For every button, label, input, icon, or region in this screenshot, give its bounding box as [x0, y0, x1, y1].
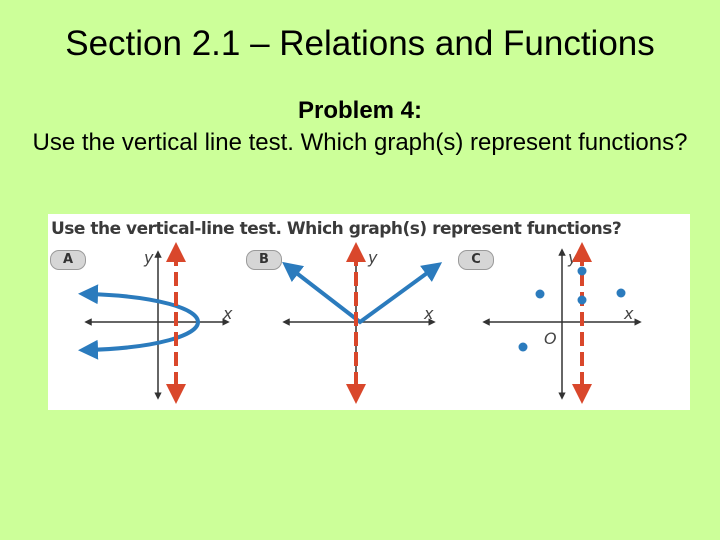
graph-c-x-label: x: [624, 304, 634, 323]
graph-c-point: [519, 343, 528, 352]
graph-c: [486, 252, 638, 396]
graph-b-curve: [290, 268, 434, 322]
graph-c-point: [578, 267, 587, 276]
graphs-drawing: [48, 214, 690, 410]
graph-b-x-label: x: [424, 304, 434, 323]
graph-a: [88, 252, 226, 396]
slide-title: Section 2.1 – Relations and Functions: [65, 24, 655, 63]
graph-c-point: [617, 289, 626, 298]
graph-c-origin-label: O: [544, 329, 557, 348]
graph-c-badge: C: [458, 250, 494, 270]
graph-b-y-label: y: [368, 248, 378, 267]
graph-b: [286, 252, 434, 396]
graph-a-y-label: y: [144, 248, 154, 267]
figure-heading: Use the vertical-line test. Which graph(s) represent functions?: [51, 219, 622, 239]
graph-c-y-label: y: [568, 248, 578, 267]
problem-text: Use the vertical line test. Which graph(s) represent functions?: [32, 129, 688, 156]
graphs-figure: [48, 214, 690, 410]
graph-a-x-label: x: [223, 304, 233, 323]
graph-c-point: [578, 296, 587, 305]
graph-a-badge: A: [50, 250, 86, 270]
graph-c-point: [536, 290, 545, 299]
problem-label: Problem 4:: [297, 97, 423, 124]
graph-b-badge: B: [246, 250, 282, 270]
problem-block: [0, 95, 720, 159]
